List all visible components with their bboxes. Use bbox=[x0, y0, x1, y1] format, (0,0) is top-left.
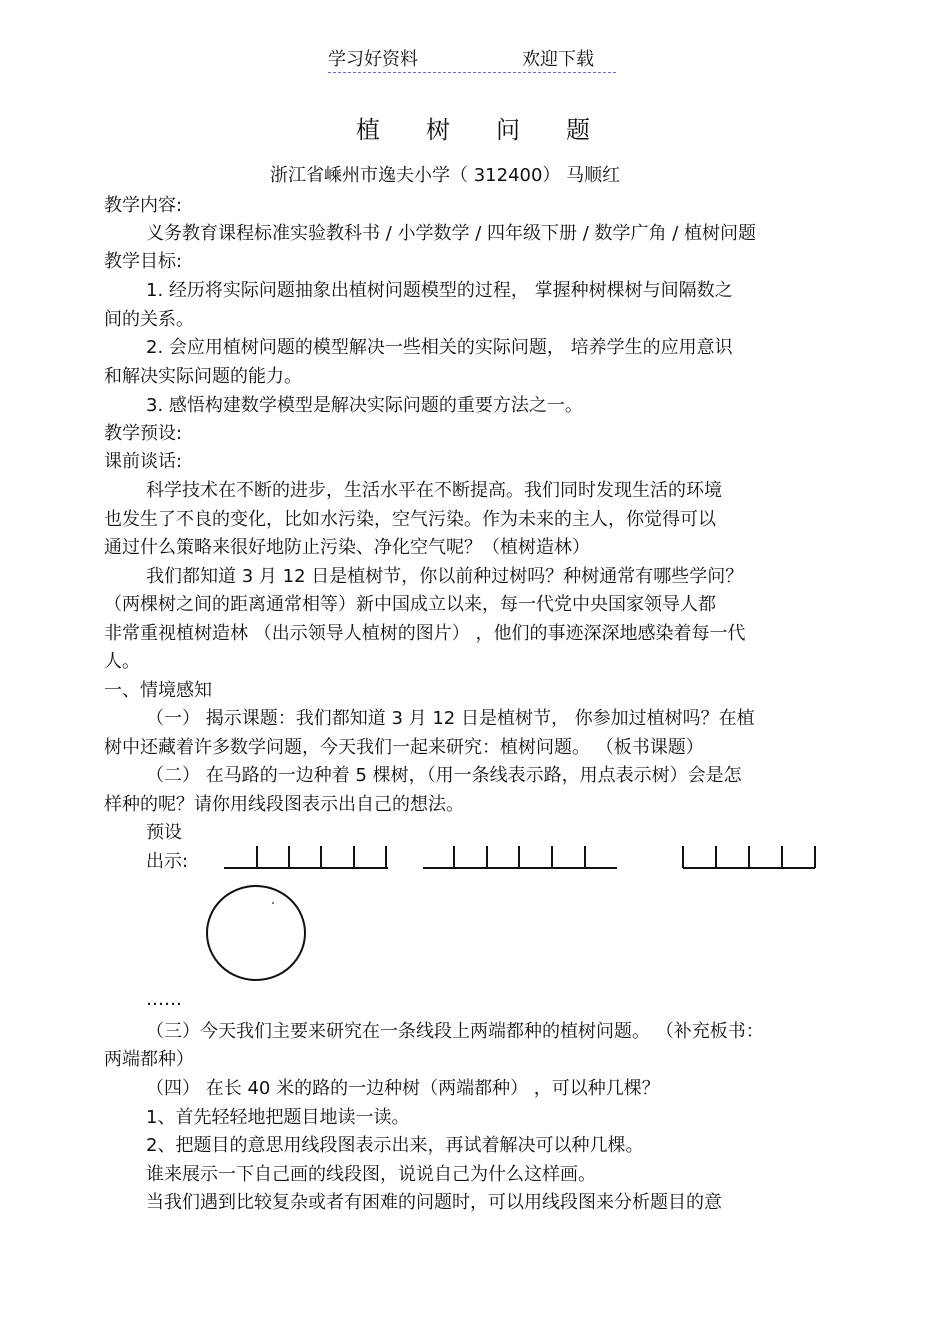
paragraph-line: 2、把题目的意思用线段图表示出来，再试着解决可以种几棵。 bbox=[146, 1135, 644, 1156]
paragraph-line: 和解决实际问题的能力。 bbox=[104, 366, 302, 387]
ellipsis: …… bbox=[146, 989, 182, 1010]
paragraph-line: 1. 经历将实际问题抽象出植树问题模型的过程， 掌握种树棵树与间隔数之 bbox=[146, 280, 733, 301]
paragraph-line: 样种的呢？请你用线段图表示出自己的想法。 bbox=[104, 794, 464, 815]
paragraph-line: 人。 bbox=[104, 651, 140, 672]
paragraph-line: 两端都种） bbox=[104, 1049, 194, 1070]
paragraph-line: 义务教育课程标准实验教科书 / 小学数学 / 四年级下册 / 数学广角 / 植树问题 bbox=[146, 223, 757, 244]
paragraph-line: 出示: bbox=[146, 851, 189, 872]
byline: 浙江省嵊州市逸夫小学（ 312400） 马顺红 bbox=[270, 165, 621, 186]
paragraph-line: （二） 在马路的一边种着 5 棵树，（用一条线表示路，用点表示树）会是怎 bbox=[146, 765, 742, 786]
section-heading: 教学预设: bbox=[104, 423, 183, 444]
header-right: 欢迎下载 bbox=[522, 49, 594, 70]
paragraph-line: （两棵树之间的距离通常相等）新中国成立以来，每一代党中央国家领导人都 bbox=[104, 594, 716, 615]
paragraph-line: 也发生了不良的变化，比如水污染，空气污染。作为未来的主人，你觉得可以 bbox=[104, 509, 716, 530]
paragraph-line: 1、首先轻轻地把题目地读一读。 bbox=[146, 1107, 410, 1128]
paragraph-line: 我们都知道 3 月 12 日是植树节，你以前种过树吗？种树通常有哪些学问？ bbox=[146, 566, 744, 587]
paragraph-line: 科学技术在不断的进步，生活水平在不断提高。我们同时发现生活的环境 bbox=[146, 480, 722, 501]
section-heading: 一、情境感知 bbox=[104, 680, 212, 701]
paragraph-line: 2. 会应用植树问题的模型解决一些相关的实际问题， 培养学生的应用意识 bbox=[146, 337, 733, 358]
paragraph-line: （三）今天我们主要来研究在一条线段上两端都种的植树问题。 （补充板书： bbox=[146, 1021, 764, 1042]
section-heading: 课前谈话: bbox=[104, 451, 183, 472]
paragraph-line: （一） 揭示课题：我们都知道 3 月 12 日是植树节， 你参加过植树吗？在植 bbox=[146, 708, 755, 729]
paragraph-line: 谁来展示一下自己画的线段图，说说自己为什么这样画。 bbox=[146, 1164, 596, 1185]
paragraph-line: 间的关系。 bbox=[104, 309, 194, 330]
header-left: 学习好资料 bbox=[328, 49, 418, 70]
circular-road bbox=[207, 886, 305, 980]
section-heading: 教学目标: bbox=[104, 251, 183, 272]
paragraph-line: （四） 在长 40 米的路的一边种树（两端都种） ，可以种几棵？ bbox=[146, 1078, 660, 1099]
document-title: 植树问题 bbox=[356, 116, 636, 144]
paragraph-line: 当我们遇到比较复杂或者有困难的问题时，可以用线段图来分析题目的意 bbox=[146, 1192, 722, 1213]
paragraph-line: 通过什么策略来很好地防止污染、净化空气呢？（植树造林） bbox=[104, 537, 590, 558]
tree-dot bbox=[272, 902, 274, 904]
paragraph-line: 3. 感悟构建数学模型是解决实际问题的重要方法之一。 bbox=[146, 395, 583, 416]
section-heading: 教学内容: bbox=[104, 195, 183, 216]
paragraph-line: 树中还藏着许多数学问题，今天我们一起来研究：植树问题。 （板书课题） bbox=[104, 737, 704, 758]
paragraph-line: 非常重视植树造林 （出示领导人植树的图片） ，他们的事迹深深地感染着每一代 bbox=[104, 623, 746, 644]
paragraph-line: 预设 bbox=[146, 822, 182, 843]
